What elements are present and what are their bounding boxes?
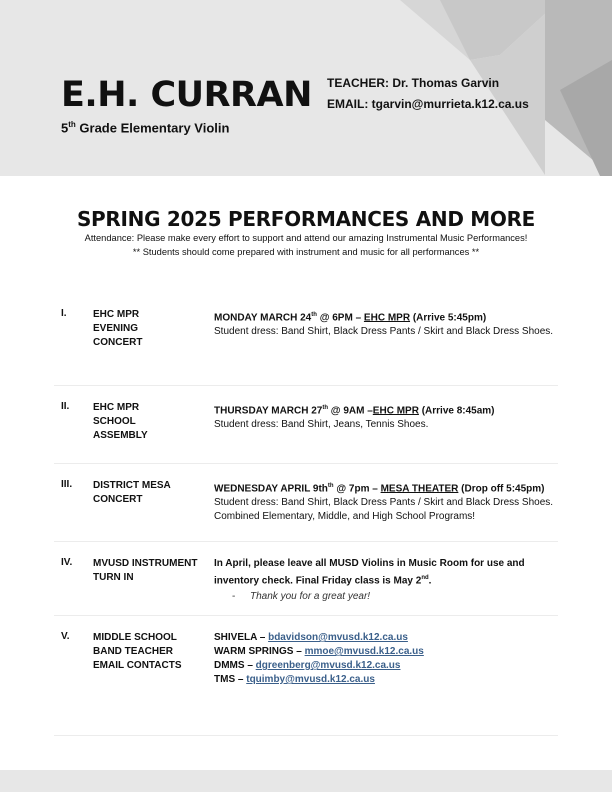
section-details: In April, please leave all MUSD Violins in Music Room for use and inventory check. Final Friday class is May 2nd. [214,558,525,587]
divider [54,735,558,736]
contact-row: DMMS – dgreenberg@mvusd.k12.ca.us [214,660,401,671]
contact-row: TMS – tquimby@mvusd.k12.ca.us [214,674,375,685]
divider [54,541,558,542]
section-instrument-turn-in: IV. MVUSD INSTRUMENT TURN IN In April, please leave all MUSD Violins in Music Room for use and inventory check. Final Friday class is May 2nd. - Thank you for a great year! [54,557,558,617]
divider [54,463,558,464]
section-email-contacts: V. MIDDLE SCHOOL BAND TEACHER EMAIL CONTACTS SHIVELA – bdavidson@mvusd.k12.ca.us WARM SPRINGS – mmoe@mvusd.k12.ca.us DMMS – dgreenberg@mvusd.k12.ca.us TMS – tquimby@mvusd.k12.ca.us [54,631,558,701]
header-banner [0,0,612,176]
contact-list [214,631,558,687]
section-details: MONDAY MARCH 24th @ 6PM – EHC MPR (Arrive 5:45pm) Student dress: Band Shirt, Black Dress Pants / Skirt and Black Dress Shoes. [214,312,554,338]
grade-subtitle: 5th Grade Elementary Violin [61,120,230,136]
section-evening-concert: I. EHC MPR EVENING CONCERT MONDAY MARCH 24th @ 6PM – EHC MPR (Arrive 5:45pm) Student dress: Band Shirt, Black Dress Pants / Skirt and Black Dress Shoes. [54,308,558,378]
thank-you-note: Thank you for a great year! [250,591,371,602]
section-name: MIDDLE SCHOOL BAND TEACHER EMAIL CONTACTS [93,632,182,671]
email-link[interactable]: bdavidson@mvusd.k12.ca.us [268,632,408,643]
teacher-name: TEACHER: Dr. Thomas Garvin [327,76,500,90]
bullet-dash: - [232,591,236,602]
section-district-concert: III. DISTRICT MESA CONCERT WEDNESDAY APRIL $9th^{th}$ @ 7pm – MESA THEATER (Drop off 5:45pm) Student dress: Band Shirt, Black Dress Pants / Skirt and Black Dress Shoes. Combined Elementary, Middle, and High School Programs! [54,479,558,539]
teacher-email: EMAIL: tgarvin@murrieta.k12.ca.us [327,97,529,111]
email-link[interactable]: dgreenberg@mvusd.k12.ca.us [255,660,401,671]
section-details: THURSDAY MARCH 27th @ 9AM –EHC MPR (Arrive 8:45am) Student dress: Band Shirt, Jeans, Tennis Shoes. [214,405,495,431]
email-link[interactable]: mmoe@mvusd.k12.ca.us [304,646,424,657]
school-title: E.H. CURRAN [61,75,312,115]
divider [54,385,558,386]
location-link: MESA THEATER [380,483,459,495]
contact-row: SHIVELA – bdavidson@mvusd.k12.ca.us [214,632,408,643]
section-details: WEDNESDAY APRIL $9th^{th}$ @ 7pm – MESA THEATER (Drop off 5:45pm) Student dress: Band Shirt, Black Dress Pants / Skirt and Black Dress Shoes. Combined Elementary, Middle, and High School Programs! [214,483,554,523]
contact-row: WARM SPRINGS – mmoe@mvusd.k12.ca.us [214,646,424,657]
email-link[interactable]: tquimby@mvusd.k12.ca.us [246,674,375,685]
location-link: EHC MPR [363,312,411,324]
section-school-assembly: II. EHC MPR SCHOOL ASSEMBLY THURSDAY MARCH 27th @ 9AM –EHC MPR (Arrive 8:45am) Student dress: Band Shirt, Jeans, Tennis Shoes. [54,401,558,461]
section-name: EHC MPR EVENING CONCERT [93,309,143,348]
attendance-note: Attendance: Please make every effort to support and attend our amazing Instrumental Music Performances! [84,233,528,243]
location-link: EHC MPR [372,405,419,417]
section-name: EHC MPR SCHOOL ASSEMBLY [93,402,148,441]
section-name: MVUSD INSTRUMENT TURN IN [93,558,198,583]
footer-band [0,770,612,792]
page-title: SPRING 2025 PERFORMANCES AND MORE [76,207,536,231]
divider [54,615,558,616]
section-name: DISTRICT MESA CONCERT [93,480,171,505]
instrument-note: ** Students should come prepared with instrument and music for all performances ** [132,247,480,257]
